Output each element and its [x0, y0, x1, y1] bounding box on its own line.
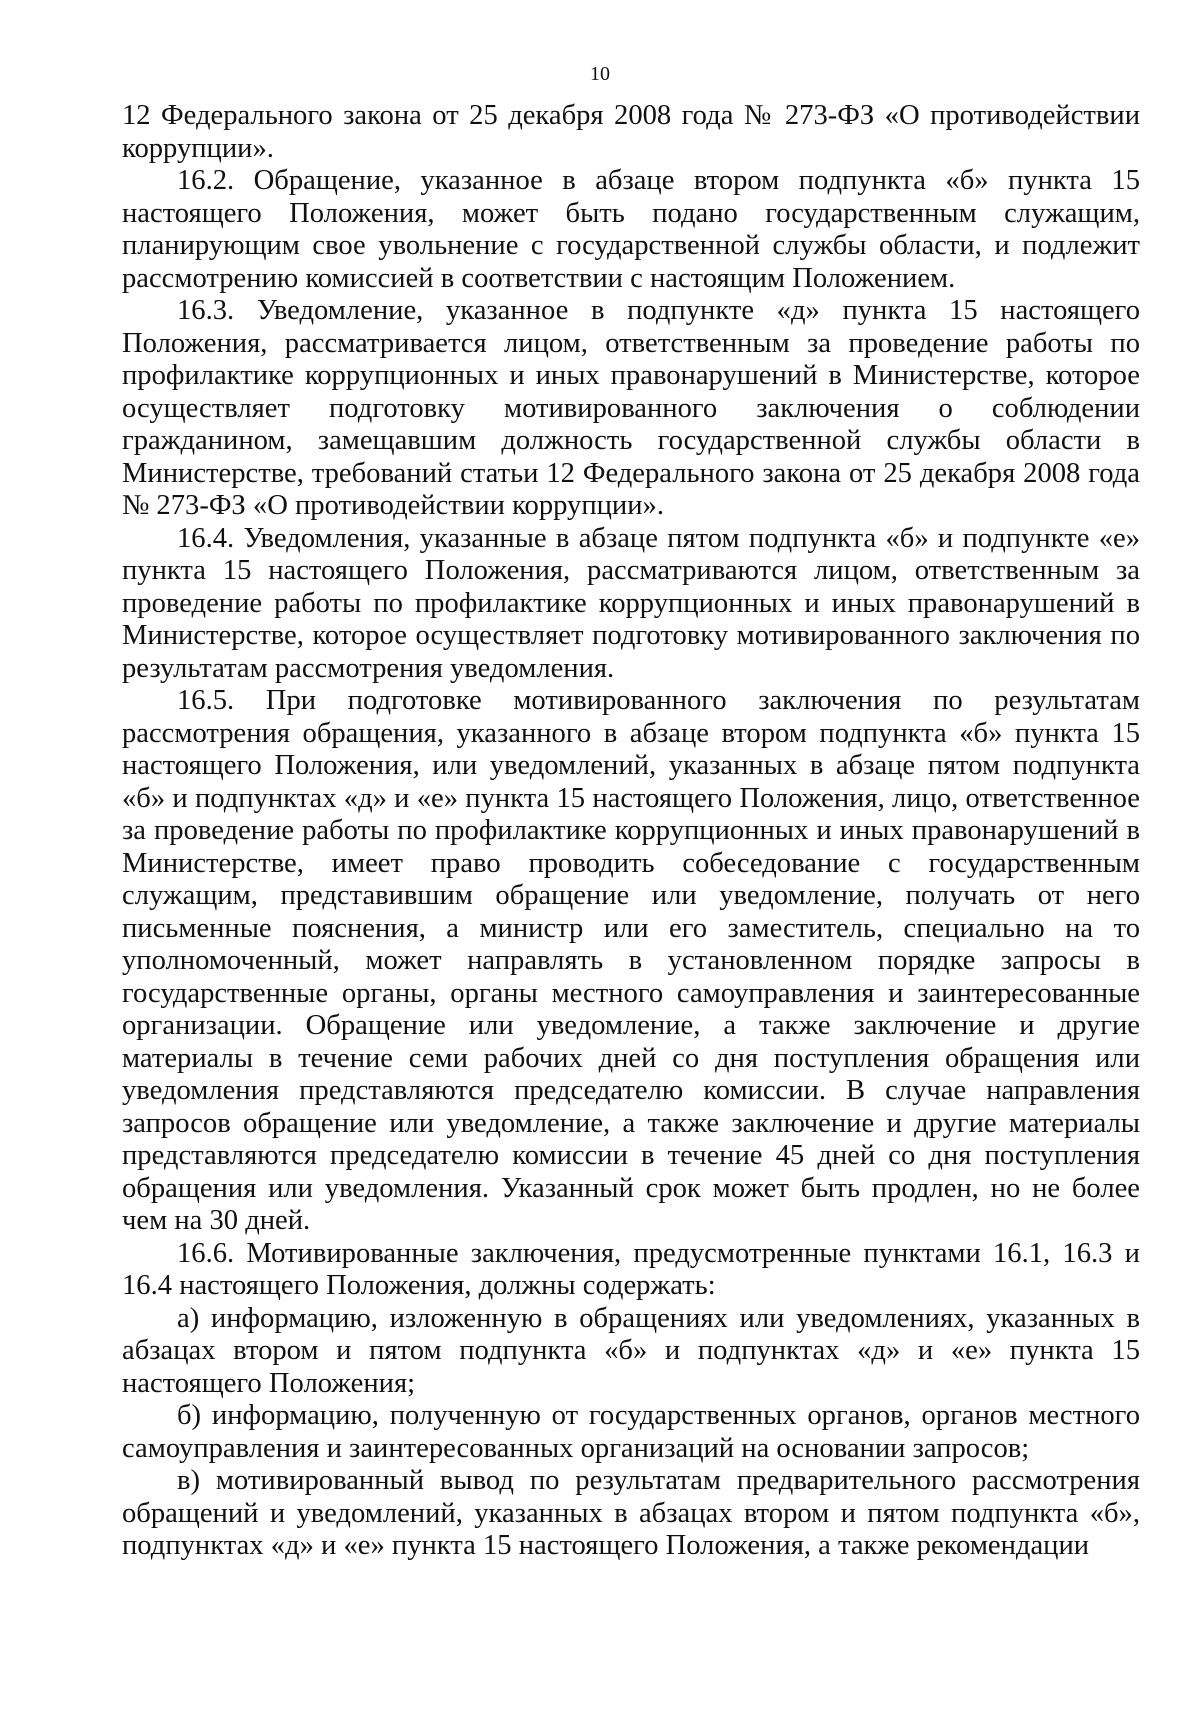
paragraph-continuation: 12 Федерального закона от 25 декабря 2008 года № 273-ФЗ «О противодействии коррупции».	[122, 100, 1140, 164]
paragraph-16-2: 16.2. Обращение, указанное в абзаце втором подпункта «б» пункта 15 настоящего Положения, может быть подано государственным служащим, планирующим свое увольнение с государственной службы области, и подлежит рассмотрению комиссией в соответствии с настоящим Положением.	[122, 165, 1140, 294]
page-number: 10	[590, 63, 610, 85]
list-item-a: а) информацию, изложенную в обращениях или уведомлениях, указанных в абзацах втором и пятом подпункта «б» и подпунктах «д» и «е» пункта 15 настоящего Положения;	[122, 1302, 1140, 1399]
list-item-v: в) мотивированный вывод по результатам предварительного рассмотрения обращений и уведомлений, указанных в абзацах втором и пятом подпункта «б», подпунктах «д» и «е» пункта 15 настоящего Положения, а также рекомендации	[122, 1465, 1140, 1561]
paragraph-16-4: 16.4. Уведомления, указанные в абзаце пятом подпункта «б» и подпункте «е» пункта 15 настоящего Положения, рассматриваются лицом, ответственным за проведение работы по профилактике коррупционных и иных правонарушений в Министерстве, которое осуществляет подготовку мотивированного заключения по результатам рассмотрения уведомления.	[122, 522, 1140, 684]
paragraph-16-6: 16.6. Мотивированные заключения, предусмотренные пунктами 16.1, 16.3 и 16.4 настоящего Положения, должны содержать:	[122, 1237, 1140, 1301]
list-item-b: б) информацию, полученную от государственных органов, органов местного самоуправления и заинтересованных организаций на основании запросов;	[122, 1400, 1140, 1464]
paragraph-16-3: 16.3. Уведомление, указанное в подпункте «д» пункта 15 настоящего Положения, рассматривается лицом, ответственным за проведение работы по профилактике коррупционных и иных правонарушений в Министерстве, которое осуществляет подготовку мотивированного заключения о соблюдении гражданином, замещавшим должность государственной службы области в Министерстве, требований статьи 12 Федерального закона от 25 декабря 2008 года № 273-ФЗ «О противодействии коррупции».	[122, 295, 1140, 521]
paragraph-16-5: 16.5. При подготовке мотивированного заключения по результатам рассмотрения обращения, указанного в абзаце втором подпункта «б» пункта 15 настоящего Положения, или уведомлений, указанных в абзаце пятом подпункта «б» и подпунктах «д» и «е» пункта 15 настоящего Положения, лицо, ответственное за проведение работы по профилактике коррупционных и иных правонарушений в Министерстве, имеет право проводить собеседование с государственным служащим, представившим обращение или уведомление, получать от него письменные пояснения, а министр или его заместитель, специально на то уполномоченный, может направлять в установленном порядке запросы в государственные органы, органы местного самоуправления и заинтересованные организации. Обращение или уведомление, а также заключение и другие материалы в течение семи рабочих дней со дня поступления обращения или уведомления представляются председателю комиссии. В случае направления запросов обращение или уведомление, а также заключение и другие материалы представляются председателю комиссии в течение 45 дней со дня поступления обращения или уведомления. Указанный срок может быть продлен, но не более чем на 30 дней.	[122, 685, 1140, 1236]
document-body	[122, 100, 1140, 1563]
